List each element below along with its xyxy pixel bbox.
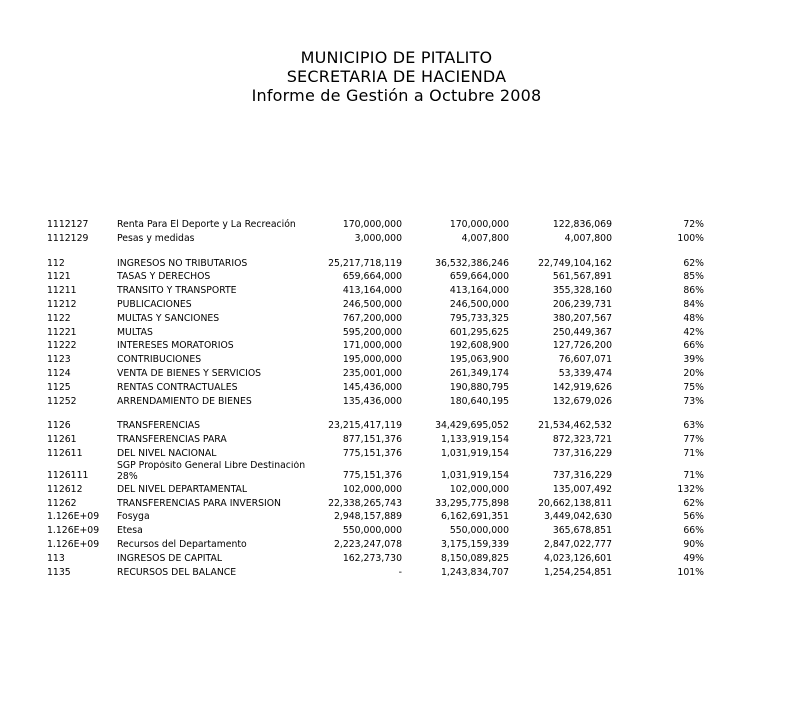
row-budget-final: 195,063,900 bbox=[449, 354, 509, 366]
row-budget-final: 4,007,800 bbox=[461, 232, 509, 244]
row-code: 112611 bbox=[47, 447, 83, 459]
row-percentage: 73% bbox=[683, 395, 704, 407]
row-code: 1125 bbox=[47, 381, 71, 393]
row-percentage: 84% bbox=[683, 298, 704, 310]
row-percentage: 63% bbox=[683, 420, 704, 432]
row-code: 11221 bbox=[47, 326, 77, 338]
table-row bbox=[47, 257, 717, 271]
row-budget-final: 192,608,900 bbox=[449, 340, 509, 352]
row-executed: 122,836,069 bbox=[552, 219, 612, 230]
report-header bbox=[0, 48, 793, 105]
row-budget-final: 190,880,795 bbox=[449, 381, 509, 393]
table-row bbox=[47, 538, 717, 552]
row-percentage: 132% bbox=[677, 483, 704, 495]
row-executed: 380,207,567 bbox=[552, 312, 612, 324]
row-executed: 2,847,022,777 bbox=[543, 538, 612, 550]
row-executed: 4,023,126,601 bbox=[543, 552, 612, 564]
row-budget-final: 36,532,386,246 bbox=[435, 257, 509, 269]
row-budget-final: 550,000,000 bbox=[449, 525, 509, 537]
row-budget-initial: 2,223,247,078 bbox=[333, 538, 402, 550]
row-code: 11211 bbox=[47, 285, 77, 297]
row-executed: 142,919,626 bbox=[552, 381, 612, 393]
row-percentage: 86% bbox=[683, 285, 704, 297]
row-executed: 21,534,462,532 bbox=[538, 420, 612, 432]
row-description: TRANSFERENCIAS PARA bbox=[117, 434, 227, 446]
row-budget-initial: 195,000,000 bbox=[342, 354, 402, 366]
row-code: 112612 bbox=[47, 483, 83, 495]
row-budget-final: 246,500,000 bbox=[449, 298, 509, 310]
row-executed: 135,007,492 bbox=[552, 483, 612, 495]
row-budget-final: 1,243,834,707 bbox=[440, 566, 509, 578]
row-percentage: 101% bbox=[677, 566, 704, 578]
row-budget-initial: 170,000,000 bbox=[342, 219, 402, 230]
row-executed: 561,567,891 bbox=[552, 271, 612, 283]
row-description: DEL NIVEL DEPARTAMENTAL bbox=[117, 483, 248, 495]
table-row bbox=[47, 326, 717, 340]
row-code: 1122 bbox=[47, 312, 71, 324]
row-description: TRANSITO Y TRANSPORTE bbox=[117, 285, 237, 297]
row-executed: 127,726,200 bbox=[552, 340, 612, 352]
row-description: INTERESES MORATORIOS bbox=[117, 340, 234, 352]
report-title: Informe de Gestión a Octubre 2008 bbox=[251, 86, 542, 105]
row-budget-initial: 413,164,000 bbox=[342, 285, 402, 297]
row-percentage: 48% bbox=[683, 312, 704, 324]
table-row bbox=[47, 353, 717, 367]
row-code: 1.126E+09 bbox=[47, 525, 100, 537]
row-budget-final: 6,162,691,351 bbox=[440, 511, 509, 523]
row-executed: 76,607,071 bbox=[558, 354, 612, 366]
table-row bbox=[47, 367, 717, 381]
row-description: Etesa bbox=[117, 525, 143, 537]
table-row bbox=[47, 232, 717, 246]
row-executed: 1,254,254,851 bbox=[543, 566, 612, 578]
row-code: 11261 bbox=[47, 434, 77, 446]
table-row bbox=[47, 284, 717, 298]
row-code: 1.126E+09 bbox=[47, 511, 100, 523]
row-budget-initial: 22,338,265,743 bbox=[328, 497, 402, 509]
row-description: Pesas y medidas bbox=[117, 232, 195, 244]
row-code: 1126 bbox=[47, 420, 71, 432]
table-row bbox=[47, 483, 717, 497]
table-row bbox=[47, 381, 717, 395]
row-executed: 872,323,721 bbox=[552, 434, 612, 446]
table-row bbox=[47, 419, 717, 433]
row-budget-initial: 235,001,000 bbox=[342, 367, 402, 379]
row-description: VENTA DE BIENES Y SERVICIOS bbox=[117, 367, 262, 379]
table-row bbox=[47, 447, 717, 461]
row-code: 11222 bbox=[47, 340, 77, 352]
row-percentage: 42% bbox=[683, 326, 704, 338]
table-row bbox=[47, 312, 717, 326]
row-code: 1123 bbox=[47, 354, 71, 366]
table-row bbox=[47, 395, 717, 409]
row-executed: 22,749,104,162 bbox=[538, 257, 612, 269]
table-row bbox=[47, 218, 717, 232]
row-executed: 355,328,160 bbox=[552, 285, 612, 297]
row-budget-initial: 162,273,730 bbox=[342, 552, 402, 564]
row-budget-final: 795,733,325 bbox=[449, 312, 509, 324]
row-executed: 20,662,138,811 bbox=[538, 497, 612, 509]
table-row bbox=[47, 339, 717, 353]
row-budget-initial: 135,436,000 bbox=[342, 395, 402, 407]
row-code: 11252 bbox=[47, 395, 77, 407]
row-code: 1135 bbox=[47, 566, 71, 578]
row-budget-initial: - bbox=[398, 566, 402, 578]
row-description: DEL NIVEL NACIONAL bbox=[117, 447, 217, 459]
row-description: INGRESOS NO TRIBUTARIOS bbox=[117, 257, 248, 269]
row-executed: 3,449,042,630 bbox=[543, 511, 612, 523]
row-description: RENTAS CONTRACTUALES bbox=[117, 381, 238, 393]
row-budget-final: 34,429,695,052 bbox=[435, 420, 509, 432]
row-code: 1112127 bbox=[47, 219, 89, 230]
row-percentage: 66% bbox=[683, 525, 704, 537]
row-code: 112 bbox=[47, 257, 65, 269]
row-code: 1124 bbox=[47, 367, 71, 379]
row-percentage: 62% bbox=[683, 497, 704, 509]
row-percentage: 77% bbox=[683, 434, 704, 446]
row-budget-final: 102,000,000 bbox=[449, 483, 509, 495]
table-row bbox=[47, 510, 717, 524]
row-budget-final: 601,295,625 bbox=[449, 326, 509, 338]
table-row bbox=[47, 298, 717, 312]
table-row bbox=[47, 433, 717, 447]
row-budget-final: 1,031,919,154 bbox=[440, 470, 509, 482]
table-row bbox=[47, 497, 717, 511]
row-percentage: 56% bbox=[683, 511, 704, 523]
row-description: TRANSFERENCIAS bbox=[117, 420, 200, 432]
row-code: 1112129 bbox=[47, 232, 89, 244]
row-budget-final: 170,000,000 bbox=[449, 219, 509, 230]
row-budget-initial: 775,151,376 bbox=[342, 447, 402, 459]
department-title: SECRETARIA DE HACIENDA bbox=[286, 67, 507, 86]
row-budget-initial: 2,948,157,889 bbox=[333, 511, 402, 523]
row-code: 11262 bbox=[47, 497, 77, 509]
row-description: CONTRIBUCIONES bbox=[117, 354, 202, 366]
row-description: PUBLICACIONES bbox=[117, 298, 192, 310]
row-percentage: 20% bbox=[683, 367, 704, 379]
table-row bbox=[47, 524, 717, 538]
row-budget-initial: 595,200,000 bbox=[342, 326, 402, 338]
row-budget-initial: 23,215,417,119 bbox=[328, 420, 402, 432]
row-executed: 206,239,731 bbox=[552, 298, 612, 310]
row-budget-final: 1,133,919,154 bbox=[440, 434, 509, 446]
row-executed: 250,449,367 bbox=[552, 326, 612, 338]
municipality-title: MUNICIPIO DE PITALITO bbox=[300, 48, 493, 67]
table-row bbox=[47, 461, 717, 483]
row-code: 113 bbox=[47, 552, 65, 564]
table-row bbox=[47, 270, 717, 284]
row-percentage: 39% bbox=[683, 354, 704, 366]
row-budget-final: 33,295,775,898 bbox=[435, 497, 509, 509]
row-executed: 132,679,026 bbox=[552, 395, 612, 407]
row-description: INGRESOS DE CAPITAL bbox=[117, 552, 222, 564]
row-executed: 4,007,800 bbox=[564, 232, 612, 244]
row-executed: 737,316,229 bbox=[552, 447, 612, 459]
row-code: 1126111 bbox=[47, 470, 89, 482]
row-budget-final: 8,150,089,825 bbox=[440, 552, 509, 564]
row-description: TRANSFERENCIAS PARA INVERSION bbox=[117, 497, 282, 509]
row-budget-initial: 767,200,000 bbox=[342, 312, 402, 324]
row-budget-initial: 145,436,000 bbox=[342, 381, 402, 393]
row-percentage: 49% bbox=[683, 552, 704, 564]
row-budget-final: 180,640,195 bbox=[449, 395, 509, 407]
row-budget-initial: 877,151,376 bbox=[342, 434, 402, 446]
row-percentage: 75% bbox=[683, 381, 704, 393]
table-row bbox=[47, 552, 717, 566]
row-executed: 53,339,474 bbox=[558, 367, 612, 379]
row-code: 1.126E+09 bbox=[47, 538, 100, 550]
row-budget-initial: 102,000,000 bbox=[342, 483, 402, 495]
row-percentage: 85% bbox=[683, 271, 704, 283]
row-budget-initial: 775,151,376 bbox=[342, 470, 402, 482]
row-budget-initial: 550,000,000 bbox=[342, 525, 402, 537]
row-description: MULTAS bbox=[117, 326, 153, 338]
row-description: Renta Para El Deporte y La Recreación bbox=[117, 219, 296, 230]
row-description: MULTAS Y SANCIONES bbox=[117, 312, 220, 324]
row-budget-initial: 25,217,718,119 bbox=[328, 257, 402, 269]
row-percentage: 66% bbox=[683, 340, 704, 352]
row-budget-final: 3,175,159,339 bbox=[440, 538, 509, 550]
row-budget-initial: 3,000,000 bbox=[354, 232, 402, 244]
row-description: ARRENDAMIENTO DE BIENES bbox=[117, 395, 252, 407]
row-code: 11212 bbox=[47, 298, 77, 310]
row-budget-final: 413,164,000 bbox=[449, 285, 509, 297]
row-percentage: 90% bbox=[683, 538, 704, 550]
row-description: Fosyga bbox=[117, 511, 150, 523]
row-executed: 737,316,229 bbox=[552, 470, 612, 482]
row-description: SGP Propósito General Libre Destinación 28% bbox=[117, 460, 306, 482]
row-description: TASAS Y DERECHOS bbox=[117, 271, 211, 283]
table-row bbox=[47, 566, 717, 580]
row-description: Recursos del Departamento bbox=[117, 538, 247, 550]
row-percentage: 71% bbox=[683, 470, 704, 482]
row-budget-initial: 246,500,000 bbox=[342, 298, 402, 310]
row-description: RECURSOS DEL BALANCE bbox=[117, 566, 237, 578]
row-code: 1121 bbox=[47, 271, 71, 283]
row-budget-final: 659,664,000 bbox=[449, 271, 509, 283]
row-budget-final: 1,031,919,154 bbox=[440, 447, 509, 459]
row-budget-final: 261,349,174 bbox=[449, 367, 509, 379]
row-percentage: 62% bbox=[683, 257, 704, 269]
row-budget-initial: 171,000,000 bbox=[342, 340, 402, 352]
row-executed: 365,678,851 bbox=[552, 525, 612, 537]
row-percentage: 100% bbox=[677, 232, 704, 244]
row-percentage: 71% bbox=[683, 447, 704, 459]
income-table bbox=[47, 218, 717, 579]
row-percentage: 72% bbox=[683, 219, 704, 230]
row-budget-initial: 659,664,000 bbox=[342, 271, 402, 283]
